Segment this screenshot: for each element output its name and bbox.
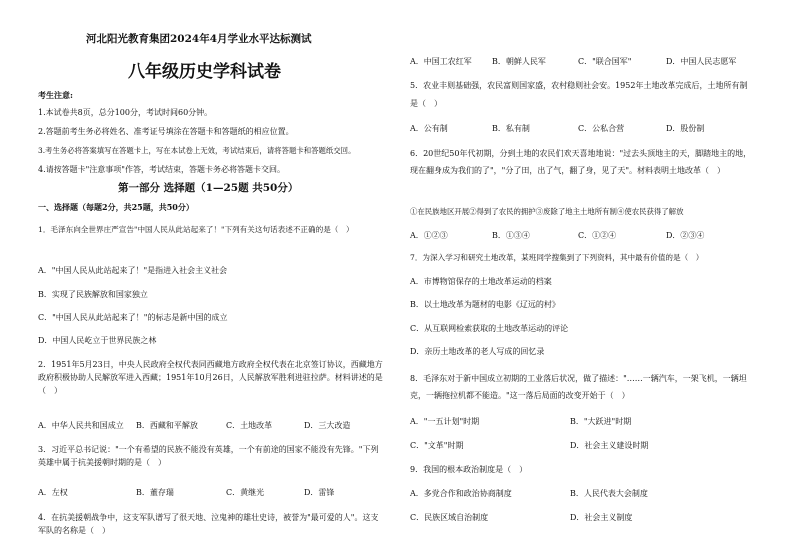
option-d: D．②③④: [666, 231, 705, 240]
option-b: B．人民代表大会制度: [570, 489, 648, 498]
option-d: D．中国人民屹立于世界民族之林: [38, 336, 157, 345]
question-stem: 8．毛泽东对于新中国成立初期的工业落后状况，做了描述："……一辆汽车，一架飞机，一辆坦克，一辆拖拉机都不能造。"这一落后局面的改变开始于（ ）: [410, 374, 747, 400]
option-b: B．董存瑞: [136, 488, 174, 497]
option-d: D．中国人民志愿军: [666, 57, 737, 66]
note-item: 3.考生务必将答案填写在答题卡上，写在本试卷上无效，考试结束后，请将答题卡和答题纸交回。: [38, 146, 356, 155]
option-a: A．左权: [38, 488, 68, 497]
option-a: A．公有制: [410, 124, 448, 133]
notes-heading: 考生注意:: [38, 90, 73, 100]
option-a: A．①②③: [410, 231, 448, 240]
option-b: B．私有制: [492, 124, 530, 133]
option-a: A．中国工农红军: [410, 57, 472, 66]
option-b: B．"大跃进"时期: [570, 417, 632, 426]
option-c: C．①②④: [578, 231, 617, 240]
school-title: 河北阳光教育集团2024年4月学业水平达标测试: [86, 33, 312, 45]
exam-title: 八年级历史学科试卷: [128, 62, 281, 82]
option-c: C．从互联网检索获取的土地改革运动的评论: [410, 324, 569, 333]
option-c: C．民族区域自治制度: [410, 513, 489, 522]
right-column: [410, 0, 755, 560]
note-item: 2.答题前考生务必将姓名、准考证号填涂在答题卡和答题纸的相应位置。: [38, 127, 294, 136]
option-c: C．"文革"时期: [410, 441, 464, 450]
question-stem: 9．我国的根本政治制度是（ ）: [410, 465, 528, 474]
question-stem: 7．为深入学习和研究土地改革，某班同学搜集到了下列资料，其中最有价值的是（ ）: [410, 253, 704, 262]
option-a: A．中华人民共和国成立: [38, 421, 124, 430]
left-column: [38, 0, 383, 560]
question-stem: 4．在抗美援朝战争中，这支军队谱写了很天地、泣鬼神的雄壮史诗，被誉为"最可爱的人"。这支军队的名称是（ ）: [38, 513, 379, 535]
option-d: D．亲历土地改革的老人写成的回忆录: [410, 347, 545, 356]
option-c: C．"联合国军": [578, 57, 632, 66]
option-a: A．多党合作和政治协商制度: [410, 489, 512, 498]
option-d: D．社会主义制度: [570, 513, 633, 522]
statement-list: ①在民族地区开展②得到了农民的拥护③废除了地主土地所有制④使农民获得了解放: [410, 207, 684, 216]
question-stem: 6．20世纪50年代初期，分到土地的农民们欢天喜地地说："过去头顶地主的天，脚踏地主的地，现在翻身成为我们的了"，"分了田，出了气，翻了身，见了天"。材料表明土地改革（ ）: [410, 149, 752, 175]
option-d: D．社会主义建设时期: [570, 441, 649, 450]
option-b: B．朝鲜人民军: [492, 57, 546, 66]
option-d: D．股份制: [666, 124, 705, 133]
option-d: D．雷锋: [304, 488, 335, 497]
option-a: A．"一五计划"时期: [410, 417, 480, 426]
option-b: B．以土地改革为题材的电影《辽远的村》: [410, 300, 560, 309]
option-a: A．市博物馆保存的土地改革运动的档案: [410, 277, 552, 286]
question-stem: 1．毛泽东向全世界庄严宣告"中国人民从此站起来了！"下列有关这句话表述不正确的是（ ）: [38, 225, 354, 234]
option-b: B．西藏和平解放: [136, 421, 198, 430]
option-a: A．"中国人民从此站起来了！"是指进入社会主义社会: [38, 266, 228, 275]
question-stem: 5．农业丰则基础强，农民富则国家盛，农村稳则社会安。1952年土地改革完成后，土地所有制是（ ）: [410, 81, 748, 108]
option-d: D．三大改造: [304, 421, 351, 430]
option-c: C．公私合营: [578, 124, 625, 133]
part-title: 第一部分 选择题（1—25题 共50分）: [118, 182, 299, 194]
note-item: 1.本试卷共8页，总分100分，考试时间60分钟。: [38, 108, 213, 117]
option-b: B．实现了民族解放和国家独立: [38, 290, 148, 299]
option-c: C．黄继光: [226, 488, 265, 497]
option-c: C．土地改革: [226, 421, 273, 430]
question-stem: 2．1951年5月23日，中央人民政府全权代表同西藏地方政府全权代表在北京签订协议，西藏地方政府积极协助人民解放军进入西藏；1951年10月26日，人民解放军胜利进驻拉萨。材料讲述的是（ ）: [38, 360, 383, 395]
question-stem: 3．习近平总书记说："一个有希望的民族不能没有英雄，一个有前途的国家不能没有先锋。"下列英雄中属于抗美援朝时期的是（ ）: [38, 445, 379, 467]
note-item: 4.请按答题卡"注意事项"作答，考试结束，答题卡务必将答题卡交回。: [38, 165, 285, 174]
section-subtitle: 一、选择题（每题2分，共25题，共50分）: [38, 202, 194, 212]
option-c: C．"中国人民从此站起来了！"的标志是新中国的成立: [38, 313, 228, 322]
option-b: B．①③④: [492, 231, 530, 240]
